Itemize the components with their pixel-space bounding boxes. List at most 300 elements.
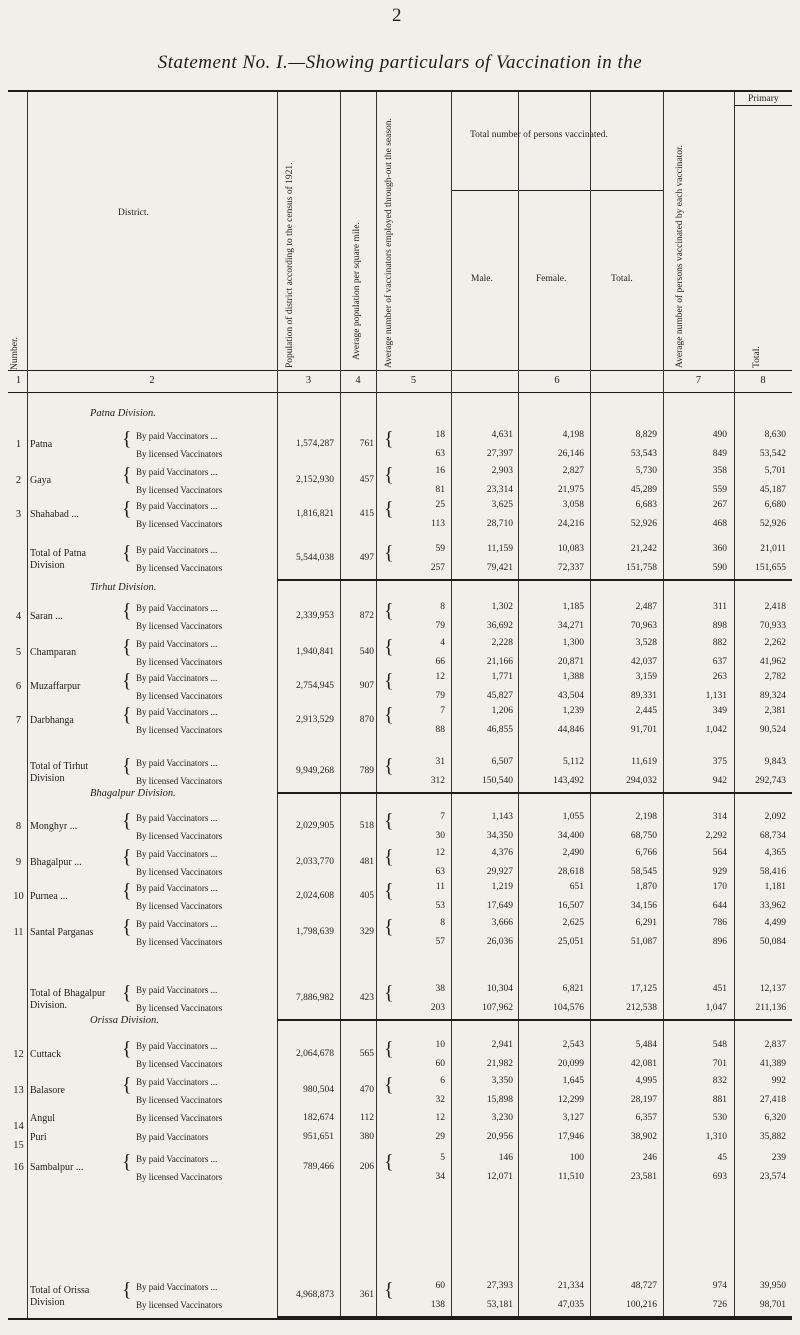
header-population: Population of district according to the census of 1921. [285, 162, 295, 368]
district-row-total-licensed: 45,289 [630, 485, 657, 495]
district-row-avg-paid: 882 [712, 638, 727, 648]
district-row-male-licensed: 29,927 [486, 867, 513, 877]
total-underline [277, 1316, 792, 1318]
district-row-avg-licensed: 644 [712, 901, 727, 911]
division-total-prim-paid: 9,843 [764, 757, 786, 767]
label-brace: { [122, 846, 132, 868]
district-row-male-paid: 3,625 [491, 500, 513, 510]
division-total-male-paid: 10,304 [486, 984, 513, 994]
district-row-density: 329 [359, 927, 374, 937]
district-row-male-licensed: 45,827 [486, 691, 513, 701]
value-brace: { [384, 498, 394, 520]
value-brace: { [384, 600, 394, 622]
district-row-total: 6,357 [635, 1113, 657, 1123]
division-total-density: 789 [359, 766, 374, 776]
district-name: Monghyr ... [30, 821, 78, 832]
division-total-avg-paid: 451 [712, 984, 727, 994]
district-row-vacc-licensed: 81 [435, 485, 445, 495]
division-total-female-paid: 21,334 [557, 1281, 584, 1291]
district-row-male-paid: 4,376 [491, 848, 513, 858]
district-row-total-licensed: 42,037 [630, 657, 657, 667]
district-name: Puri [30, 1132, 47, 1143]
division-total-male-licensed: 53,181 [486, 1300, 513, 1310]
district-row-female-paid: 1,388 [562, 672, 584, 682]
district-row-male-paid: 2,941 [491, 1040, 513, 1050]
division-total-population: 4,968,873 [296, 1290, 334, 1300]
value-brace: { [384, 982, 394, 1004]
label-paid: By paid Vaccinators ... [136, 919, 218, 929]
division-total-avg-paid: 360 [712, 544, 727, 554]
value-brace: { [384, 880, 394, 902]
district-row-female-paid: 1,645 [562, 1076, 584, 1086]
district-row-prim-paid: 239 [771, 1153, 786, 1163]
header-total-group: Total number of persons vaccinated. [470, 130, 608, 140]
district-row-prim-licensed: 45,187 [759, 485, 786, 495]
division-total-total-licensed: 294,032 [626, 776, 657, 786]
district-row-male-paid: 1,143 [491, 812, 513, 822]
district-row-female: 3,127 [562, 1113, 584, 1123]
division-total-name: Total of Patna Division [30, 548, 86, 571]
district-row-male-licensed: 34,350 [486, 831, 513, 841]
district-row-vacc-licensed: 63 [435, 449, 445, 459]
district-row-female: 17,946 [557, 1132, 584, 1142]
district-row-total-licensed: 58,545 [630, 867, 657, 877]
district-row-prim: 35,882 [759, 1132, 786, 1142]
row-number: 3 [15, 509, 22, 520]
label-paid: By paid Vaccinators ... [136, 501, 218, 511]
district-row-density: 481 [359, 857, 374, 867]
district-row-avg-licensed: 898 [712, 621, 727, 631]
district-row-density: 870 [359, 715, 374, 725]
district-row-female-paid: 1,055 [562, 812, 584, 822]
division-total-avg-licensed: 726 [712, 1300, 727, 1310]
district-name: Patna [30, 439, 53, 450]
division-total-female-licensed: 47,035 [557, 1300, 584, 1310]
label-licensed: By licensed Vaccinators [136, 831, 223, 841]
label-paid: By paid Vaccinators ... [136, 985, 218, 995]
value-brace: { [384, 1038, 394, 1060]
district-row-avg-paid: 170 [712, 882, 727, 892]
column-number: 1 [15, 375, 22, 386]
label-brace: { [122, 1151, 132, 1173]
district-name: Purnea ... [30, 891, 68, 902]
division-total-female-paid: 10,083 [557, 544, 584, 554]
division-total-vacc-licensed: 138 [430, 1300, 445, 1310]
district-row-vacc-paid: 8 [440, 918, 445, 928]
district-row-prim-licensed: 33,962 [759, 901, 786, 911]
label-licensed: By licensed Vaccinators [136, 1172, 223, 1182]
label-licensed: By licensed Vaccinators [136, 485, 223, 495]
division-title: Tirhut Division. [90, 582, 157, 593]
division-total-male-paid: 27,393 [486, 1281, 513, 1291]
label-paid: By paid Vaccinators ... [136, 1077, 218, 1087]
header-primary-total: Total. [752, 346, 762, 368]
division-total-total-paid: 11,619 [631, 757, 657, 767]
label-licensed: By licensed Vaccinators [136, 937, 223, 947]
district-row-vacc-paid: 18 [435, 430, 445, 440]
division-total-male-paid: 11,159 [487, 544, 513, 554]
division-total-vacc-paid: 59 [435, 544, 445, 554]
district-row-avg-licensed: 2,292 [705, 831, 727, 841]
district-row-vacc-licensed: 60 [435, 1059, 445, 1069]
division-total-vacc-paid: 60 [435, 1281, 445, 1291]
district-row-female-licensed: 12,299 [557, 1095, 584, 1105]
district-row-vacc-paid: 7 [440, 706, 445, 716]
value-brace: { [384, 670, 394, 692]
label-single: By paid Vaccinators [136, 1132, 209, 1142]
district-row-male-paid: 4,631 [491, 430, 513, 440]
district-name: Cuttack [30, 1049, 62, 1060]
row-number: 15 [13, 1140, 24, 1151]
division-total-prim-licensed: 211,136 [755, 1003, 786, 1013]
total-underline [277, 1019, 792, 1021]
value-brace: { [384, 1074, 394, 1096]
district-row-prim-licensed: 58,416 [759, 867, 786, 877]
district-row-avg-paid: 45 [717, 1153, 727, 1163]
row-number: 12 [13, 1049, 24, 1060]
district-row-population: 2,913,529 [296, 715, 334, 725]
primary-rule [734, 105, 792, 106]
district-row-female-paid: 3,058 [562, 500, 584, 510]
value-brace: { [384, 542, 394, 564]
header-total: Total. [611, 274, 633, 284]
district-row-female-paid: 1,239 [562, 706, 584, 716]
district-name: Champaran [30, 647, 77, 658]
district-row-total-licensed: 28,197 [630, 1095, 657, 1105]
district-row-female-paid: 1,300 [562, 638, 584, 648]
district-row-male-licensed: 15,898 [486, 1095, 513, 1105]
district-row-prim-licensed: 53,542 [759, 449, 786, 459]
label-licensed: By licensed Vaccinators [136, 691, 223, 701]
district-row-avg-paid: 263 [712, 672, 727, 682]
district-row-total-licensed: 91,701 [630, 725, 657, 735]
district-name: Angul [30, 1113, 55, 1124]
label-brace: { [122, 704, 132, 726]
division-total-population: 7,886,982 [296, 993, 334, 1003]
district-row-density: 540 [359, 647, 374, 657]
district-name: Bhagalpur ... [30, 857, 82, 868]
district-row-prim-paid: 2,782 [764, 672, 786, 682]
label-licensed: By licensed Vaccinators [136, 1059, 223, 1069]
district-row-population: 2,339,953 [296, 611, 334, 621]
district-row-prim-paid: 2,262 [764, 638, 786, 648]
district-row-prim-paid: 2,092 [764, 812, 786, 822]
district-row-density: 761 [359, 439, 374, 449]
division-total-avg-licensed: 942 [712, 776, 727, 786]
district-row-prim-licensed: 68,734 [759, 831, 786, 841]
column-number: 2 [149, 375, 155, 386]
label-brace: { [122, 636, 132, 658]
column-number: 5 [410, 375, 417, 386]
district-row-avg-licensed: 929 [712, 867, 727, 877]
district-row-vacc-paid: 5 [440, 1153, 445, 1163]
colnum-rule [8, 392, 792, 393]
district-row-prim-paid: 2,418 [764, 602, 786, 612]
district-row-population: 2,064,678 [296, 1049, 334, 1059]
district-row-vacc-paid: 12 [435, 672, 445, 682]
label-licensed: By licensed Vaccinators [136, 901, 223, 911]
district-row-population: 2,024,608 [296, 891, 334, 901]
district-name: Shahabad ... [30, 509, 79, 520]
division-title: Bhagalpur Division. [90, 788, 176, 799]
label-brace: { [122, 810, 132, 832]
label-single: By licensed Vaccinators [136, 1113, 223, 1123]
value-brace: { [384, 755, 394, 777]
label-licensed: By licensed Vaccinators [136, 519, 223, 529]
district-row-total-paid: 2,445 [635, 706, 657, 716]
district-row-total-paid: 4,995 [635, 1076, 657, 1086]
district-row-population: 182,674 [303, 1113, 334, 1123]
division-total-female-paid: 6,821 [562, 984, 584, 994]
district-row-prim-licensed: 90,524 [759, 725, 786, 735]
division-total-vacc-licensed: 312 [430, 776, 445, 786]
district-row-female-paid: 2,827 [562, 466, 584, 476]
district-row-total-licensed: 53,543 [630, 449, 657, 459]
district-row-population: 1,798,639 [296, 927, 334, 937]
label-paid: By paid Vaccinators ... [136, 1154, 218, 1164]
label-brace: { [122, 498, 132, 520]
value-brace: { [384, 1151, 394, 1173]
district-row-density: 405 [359, 891, 374, 901]
value-brace: { [384, 916, 394, 938]
district-row-prim: 6,320 [764, 1113, 786, 1123]
district-row-female-licensed: 34,400 [557, 831, 584, 841]
district-row-prim-licensed: 23,574 [759, 1172, 786, 1182]
district-row-prim-licensed: 70,933 [759, 621, 786, 631]
district-row-prim-paid: 2,381 [764, 706, 786, 716]
district-row-female-paid: 651 [569, 882, 584, 892]
district-row-male-licensed: 21,982 [486, 1059, 513, 1069]
district-row-density: 872 [359, 611, 374, 621]
district-row-population: 980,504 [303, 1085, 334, 1095]
division-total-vacc-paid: 31 [435, 757, 445, 767]
division-total-female-licensed: 143,492 [553, 776, 584, 786]
district-row-prim-paid: 2,837 [764, 1040, 786, 1050]
column-number: 3 [305, 375, 312, 386]
district-row-vacc-paid: 11 [435, 882, 445, 892]
district-row-male-paid: 2,903 [491, 466, 513, 476]
district-row-density: 470 [359, 1085, 374, 1095]
district-row-total-paid: 2,487 [635, 602, 657, 612]
statement-title: Statement No. I.—Showing particulars of Vaccination in the [157, 52, 643, 73]
division-total-avg-paid: 375 [712, 757, 727, 767]
district-row-female-licensed: 26,146 [557, 449, 584, 459]
district-row-density: 907 [359, 681, 374, 691]
row-number: 1 [15, 439, 22, 450]
district-row-avg-paid: 832 [712, 1076, 727, 1086]
district-name: Balasore [30, 1085, 65, 1096]
total-underline [277, 792, 792, 794]
label-brace: { [122, 600, 132, 622]
division-total-total-paid: 48,727 [630, 1281, 657, 1291]
district-row-vacc-licensed: 32 [435, 1095, 445, 1105]
district-row-vacc-licensed: 53 [435, 901, 445, 911]
district-row-total-licensed: 51,087 [630, 937, 657, 947]
row-number: 4 [15, 611, 22, 622]
division-title: Orissa Division. [90, 1015, 159, 1026]
district-row-avg-licensed: 693 [712, 1172, 727, 1182]
label-brace: { [122, 670, 132, 692]
label-brace: { [122, 982, 132, 1004]
district-row-male: 3,230 [491, 1113, 513, 1123]
district-row-male-paid: 1,206 [491, 706, 513, 716]
district-row-vacc-licensed: 113 [431, 519, 445, 529]
row-number: 11 [13, 927, 24, 938]
district-row-female-licensed: 25,051 [557, 937, 584, 947]
district-row-female-licensed: 20,099 [557, 1059, 584, 1069]
district-row-density: 415 [359, 509, 374, 519]
district-row-vacc-licensed: 30 [435, 831, 445, 841]
district-row-vacc-paid: 4 [440, 638, 445, 648]
column-divider [27, 92, 28, 1318]
district-row-avg-licensed: 849 [712, 449, 727, 459]
district-row-total-licensed: 52,926 [630, 519, 657, 529]
label-licensed: By licensed Vaccinators [136, 867, 223, 877]
district-row-male-licensed: 21,166 [486, 657, 513, 667]
district-row-avg-licensed: 468 [712, 519, 727, 529]
district-row-avg-paid: 564 [712, 848, 727, 858]
column-number: 6 [554, 375, 560, 386]
district-row-density: 112 [360, 1113, 374, 1123]
label-licensed: By licensed Vaccinators [136, 449, 223, 459]
label-brace: { [122, 755, 132, 777]
header-vaccinators: Average number of vaccinators employed through-out the season. [384, 118, 394, 368]
label-licensed: By licensed Vaccinators [136, 1300, 223, 1310]
district-row-vacc-licensed: 79 [435, 691, 445, 701]
label-brace: { [122, 1279, 132, 1301]
district-row-population: 1,940,841 [296, 647, 334, 657]
label-licensed: By licensed Vaccinators [136, 1003, 223, 1013]
district-name: Sambalpur ... [30, 1162, 84, 1173]
district-row-vacc-licensed: 79 [435, 621, 445, 631]
district-row-male-paid: 3,666 [491, 918, 513, 928]
row-number: 2 [15, 475, 22, 486]
district-row-female-paid: 4,198 [562, 430, 584, 440]
label-brace: { [122, 1038, 132, 1060]
district-row-female-licensed: 16,507 [557, 901, 584, 911]
district-row-avg-licensed: 701 [712, 1059, 727, 1069]
division-total-name: Total of Bhagalpur Division. [30, 988, 106, 1011]
district-row-female-licensed: 21,975 [557, 485, 584, 495]
label-paid: By paid Vaccinators ... [136, 1282, 218, 1292]
district-row-avg-paid: 548 [712, 1040, 727, 1050]
district-row-avg-licensed: 637 [712, 657, 727, 667]
district-row-total-licensed: 70,963 [630, 621, 657, 631]
district-row-female-paid: 1,185 [562, 602, 584, 612]
district-row-male-licensed: 23,314 [486, 485, 513, 495]
district-row-total-paid: 5,484 [635, 1040, 657, 1050]
district-row-avg: 1,310 [705, 1132, 727, 1142]
division-total-total-paid: 21,242 [630, 544, 657, 554]
row-number: 14 [13, 1121, 24, 1132]
district-row-vacc: 12 [435, 1113, 445, 1123]
district-name: Muzaffarpur [30, 681, 81, 692]
division-total-vacc-paid: 38 [435, 984, 445, 994]
division-total-total-licensed: 151,758 [626, 563, 657, 573]
division-total-male-licensed: 107,962 [482, 1003, 513, 1013]
row-number: 13 [13, 1085, 24, 1096]
header-primary: Primary [748, 94, 779, 104]
header-male: Male. [471, 274, 493, 284]
district-row-prim-licensed: 41,389 [759, 1059, 786, 1069]
label-brace: { [122, 1074, 132, 1096]
district-row-avg-paid: 786 [712, 918, 727, 928]
label-paid: By paid Vaccinators ... [136, 467, 218, 477]
row-number: 5 [15, 647, 22, 658]
division-total-avg-licensed: 590 [712, 563, 727, 573]
district-row-male: 20,956 [486, 1132, 513, 1142]
total-underline [277, 579, 792, 581]
label-licensed: By licensed Vaccinators [136, 776, 223, 786]
division-total-male-licensed: 150,540 [482, 776, 513, 786]
division-total-avg-paid: 974 [712, 1281, 727, 1291]
division-total-density: 361 [359, 1290, 374, 1300]
label-paid: By paid Vaccinators ... [136, 431, 218, 441]
district-row-population: 1,816,821 [296, 509, 334, 519]
district-row-vacc-licensed: 57 [435, 937, 445, 947]
district-row-female-licensed: 11,510 [558, 1172, 584, 1182]
district-row-male-paid: 146 [498, 1153, 513, 1163]
value-brace: { [384, 846, 394, 868]
division-total-total-licensed: 100,216 [626, 1300, 657, 1310]
division-total-population: 9,949,268 [296, 766, 334, 776]
header-number: Number. [10, 337, 20, 370]
division-total-name: Total of Tirhut Division [30, 761, 89, 784]
district-row-prim-licensed: 52,926 [759, 519, 786, 529]
district-row-male-licensed: 27,397 [486, 449, 513, 459]
district-row-female-licensed: 24,216 [557, 519, 584, 529]
district-row-prim-licensed: 41,962 [759, 657, 786, 667]
district-name: Gaya [30, 475, 52, 486]
district-row-vacc-licensed: 34 [435, 1172, 445, 1182]
row-number: 10 [13, 891, 24, 902]
district-row-female-licensed: 44,846 [557, 725, 584, 735]
district-row-male-licensed: 17,649 [486, 901, 513, 911]
division-total-prim-licensed: 98,701 [759, 1300, 786, 1310]
district-row-avg-paid: 314 [712, 812, 727, 822]
district-row-total-licensed: 23,581 [630, 1172, 657, 1182]
division-total-prim-paid: 39,950 [759, 1281, 786, 1291]
district-row-population: 2,152,930 [296, 475, 334, 485]
page-number: 2 [392, 5, 402, 26]
district-row-vacc-paid: 10 [435, 1040, 445, 1050]
header-density: Average population per square mile. [352, 222, 362, 360]
label-paid: By paid Vaccinators ... [136, 603, 218, 613]
district-row-avg-paid: 267 [712, 500, 727, 510]
division-total-vacc-licensed: 203 [430, 1003, 445, 1013]
district-row-density: 565 [359, 1049, 374, 1059]
division-total-population: 5,544,038 [296, 553, 334, 563]
district-row-prim-licensed: 27,418 [759, 1095, 786, 1105]
label-paid: By paid Vaccinators ... [136, 758, 218, 768]
label-paid: By paid Vaccinators ... [136, 639, 218, 649]
district-row-total-paid: 8,829 [635, 430, 657, 440]
district-row-density: 518 [359, 821, 374, 831]
district-row-prim-paid: 6,680 [764, 500, 786, 510]
district-row-population: 2,754,945 [296, 681, 334, 691]
value-brace: { [384, 428, 394, 450]
value-brace: { [384, 464, 394, 486]
district-row-total-paid: 6,766 [635, 848, 657, 858]
district-row-prim-licensed: 89,324 [759, 691, 786, 701]
district-row-population: 789,466 [303, 1162, 334, 1172]
district-row-population: 2,033,770 [296, 857, 334, 867]
division-title: Patna Division. [90, 408, 156, 419]
label-paid: By paid Vaccinators ... [136, 673, 218, 683]
district-row-avg-paid: 358 [712, 466, 727, 476]
district-row-total-paid: 3,159 [635, 672, 657, 682]
district-row-total-paid: 6,683 [635, 500, 657, 510]
